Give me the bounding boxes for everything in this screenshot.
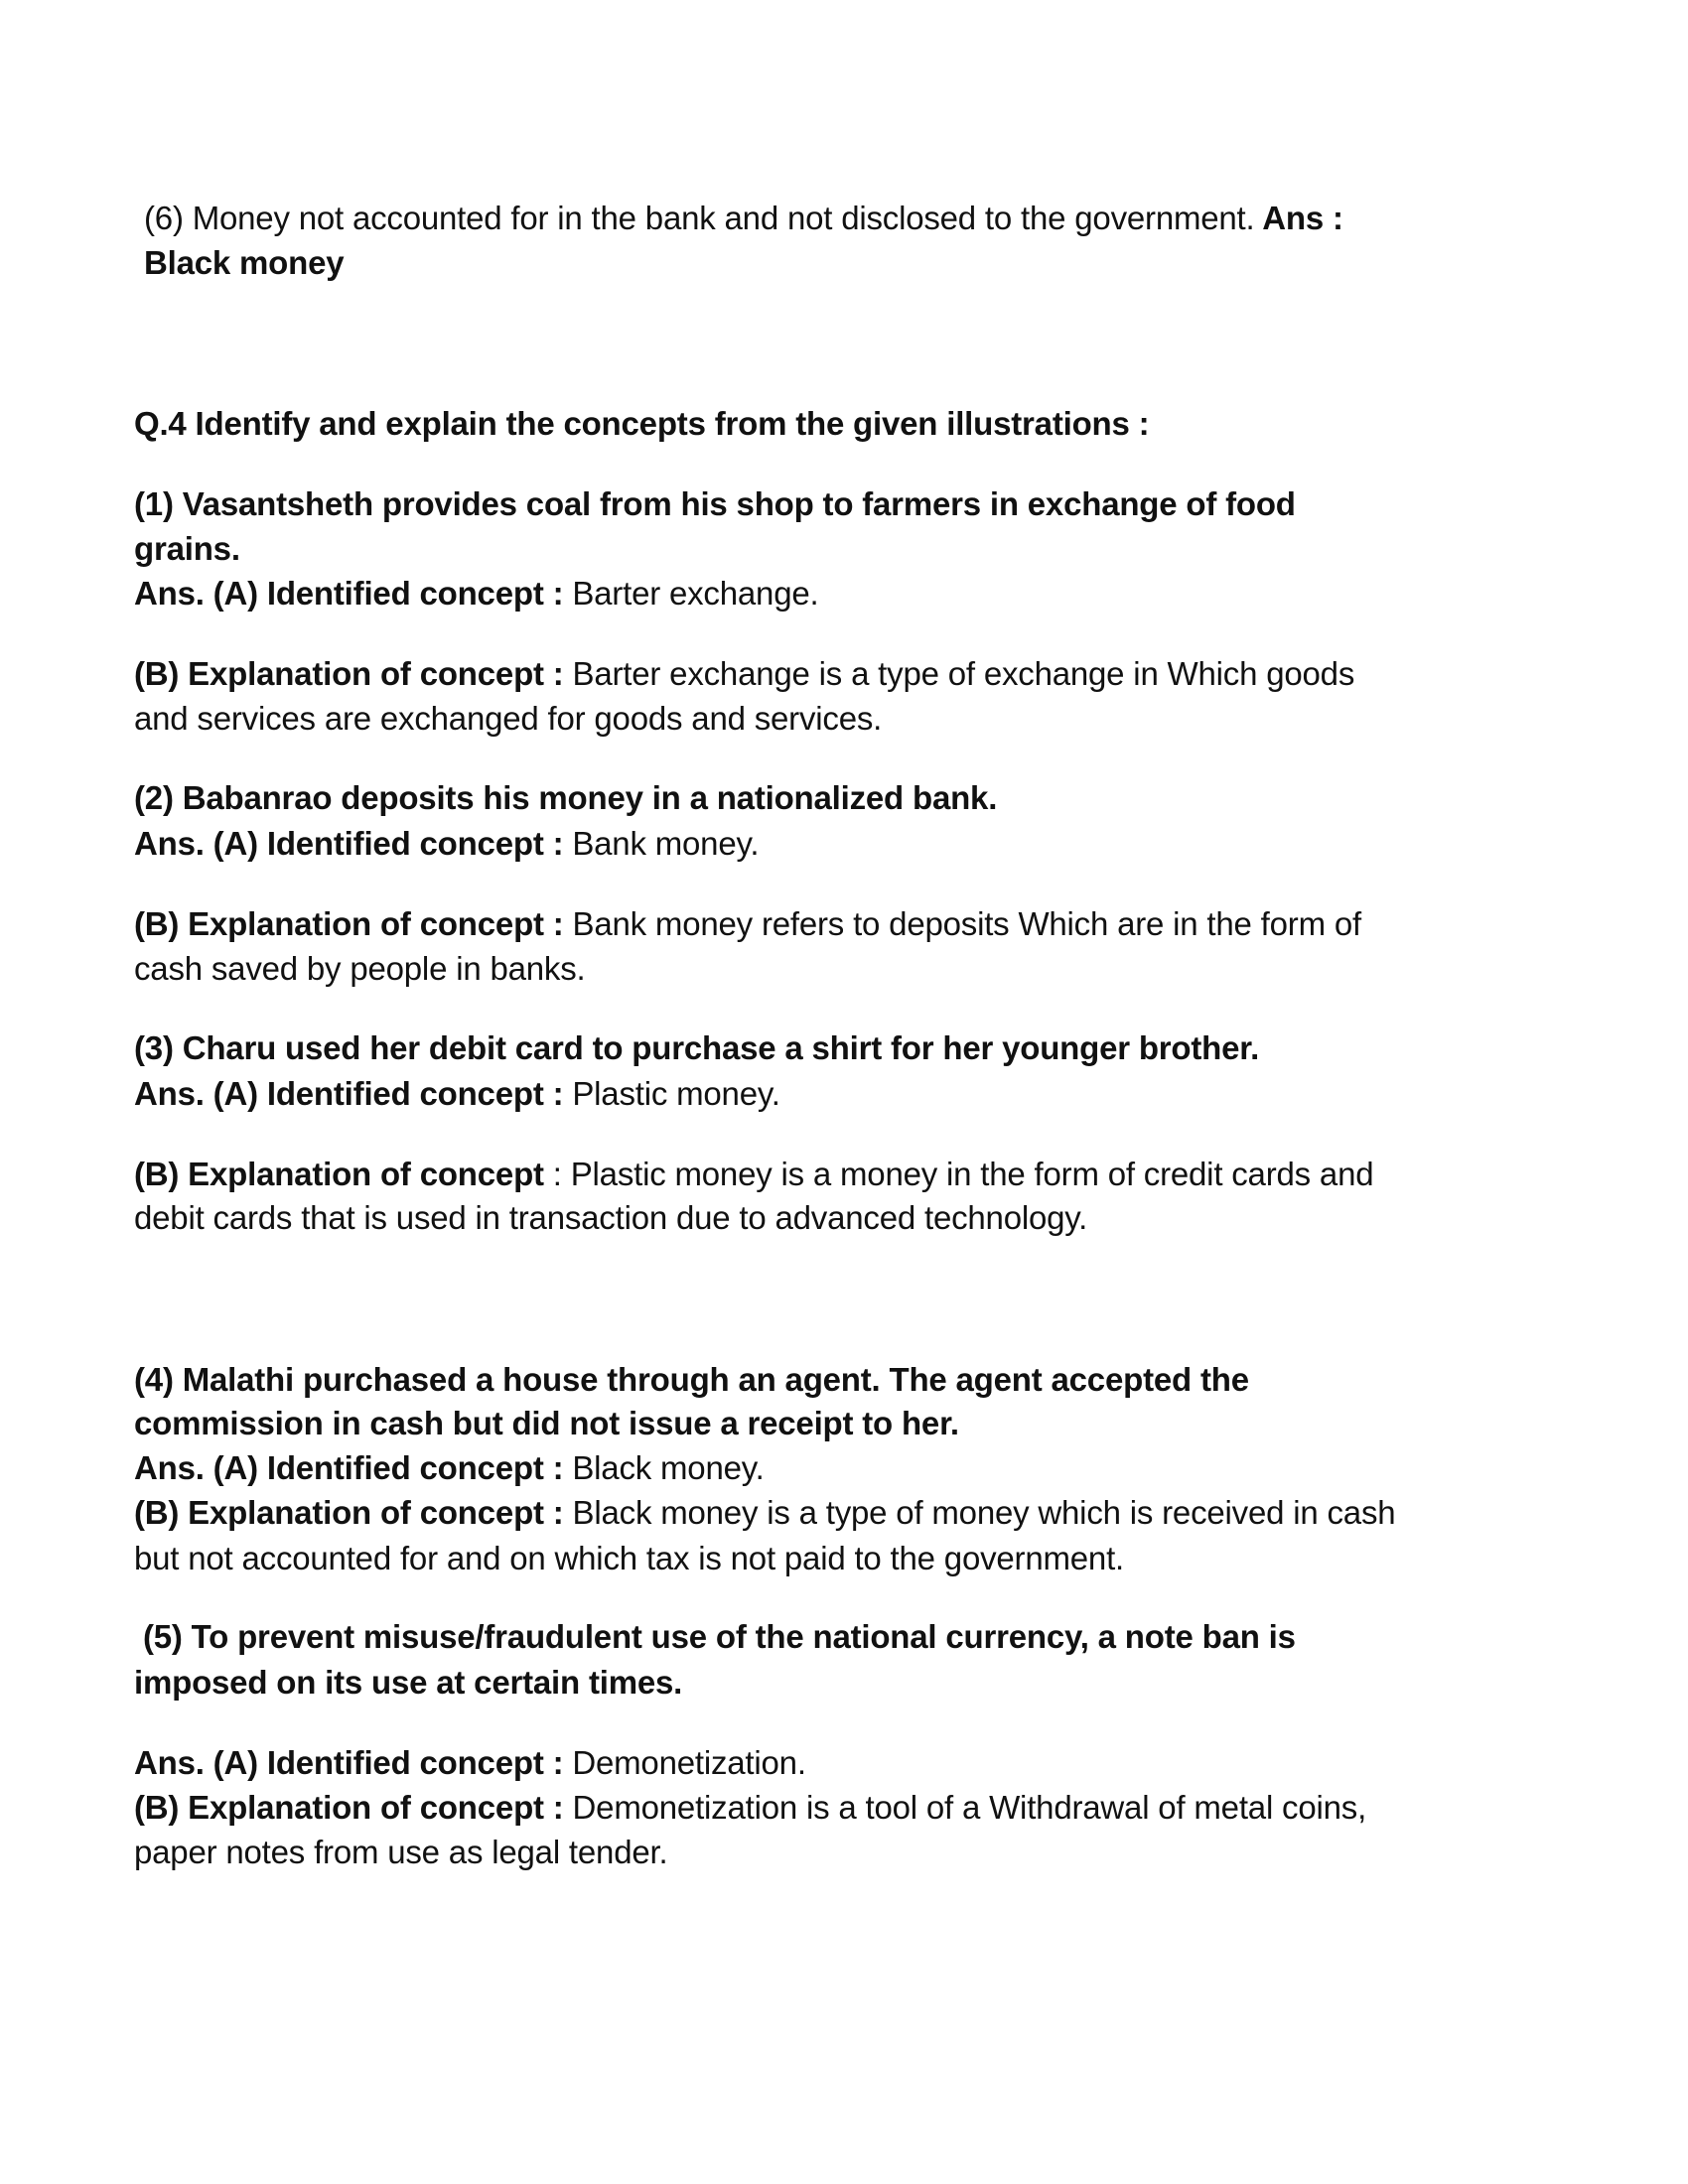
item-2-answer-a <box>134 821 759 866</box>
q4-heading: Q.4 Identify and explain the concepts from the given illustrations : <box>134 405 1150 442</box>
q6-question: (6) Money not accounted for in the bank and not disclosed to the government. <box>144 200 1255 236</box>
item-4-answer-b-line-2: but not accounted for and on which tax is not paid to the government. <box>134 1540 1125 1576</box>
item-3-answer-b-line-2: debit cards that is used in transaction due to advanced technology. <box>134 1199 1088 1236</box>
item-3-answer-a <box>134 1071 780 1116</box>
answer-a-value: Bank money. <box>563 825 760 862</box>
item-4-question-line-2: commission in cash but did not issue a receipt to her. <box>134 1405 959 1441</box>
item-1-question-line-2: grains. <box>134 530 240 567</box>
answer-b-label: (B) Explanation of concept : <box>134 905 564 942</box>
answer-a-value: Plastic money. <box>563 1075 780 1112</box>
item-5-question-line-1: (5) To prevent misuse/fraudulent use of the national currency, a note ban is <box>134 1618 1296 1655</box>
answer-a-value: Black money. <box>563 1449 765 1486</box>
item-1-answer-b <box>134 651 1354 696</box>
answer-b-label: (B) Explanation of concept : <box>134 1789 564 1826</box>
item-5-answer-a <box>134 1740 806 1785</box>
item-4-answer-a <box>134 1445 765 1490</box>
answer-a-value: Barter exchange. <box>563 575 819 612</box>
item-1-question-line-1: (1) Vasantsheth provides coal from his shop to farmers in exchange of food <box>134 485 1296 522</box>
answer-b-text: Barter exchange is a type of exchange in Which goods <box>563 655 1355 692</box>
item-3-question-line-1: (3) Charu used her debit card to purchase a shirt for her younger brother. <box>134 1029 1260 1066</box>
answer-b-text: Black money is a type of money which is received in cash <box>563 1494 1396 1531</box>
item-3-answer-b <box>134 1152 1373 1196</box>
answer-a-label: Ans. (A) Identified concept : <box>134 825 564 862</box>
answer-a-label: Ans. (A) Identified concept : <box>134 1449 564 1486</box>
item-4-question-line-1: (4) Malathi purchased a house through an agent. The agent accepted the <box>134 1361 1249 1398</box>
item-5-answer-b <box>134 1785 1366 1830</box>
answer-b-text: Demonetization is a tool of a Withdrawal of metal coins, <box>563 1789 1367 1826</box>
item-1-answer-a <box>134 571 818 615</box>
answer-b-label: (B) Explanation of concept : <box>134 1494 564 1531</box>
q6-answer-label: Ans : <box>1254 200 1343 236</box>
item-2-answer-b <box>134 901 1361 946</box>
q6-text-line <box>144 196 1343 240</box>
answer-b-label: (B) Explanation of concept : <box>134 655 564 692</box>
answer-a-label: Ans. (A) Identified concept : <box>134 1075 564 1112</box>
q6-answer-value: Black money <box>144 244 345 281</box>
item-2-answer-b-line-2: cash saved by people in banks. <box>134 950 586 987</box>
answer-b-text: : Plastic money is a money in the form of credit cards and <box>543 1156 1374 1192</box>
item-2-question-line-1: (2) Babanrao deposits his money in a nationalized bank. <box>134 779 998 816</box>
item-5-answer-b-line-2: paper notes from use as legal tender. <box>134 1834 668 1870</box>
answer-a-value: Demonetization. <box>563 1744 806 1781</box>
item-5-question-line-2: imposed on its use at certain times. <box>134 1664 683 1701</box>
item-4-answer-b <box>134 1490 1395 1535</box>
answer-b-label: (B) Explanation of concept <box>134 1156 544 1192</box>
answer-b-text: Bank money refers to deposits Which are in the form of <box>563 905 1361 942</box>
item-1-answer-b-line-2: and services are exchanged for goods and services. <box>134 700 883 737</box>
answer-a-label: Ans. (A) Identified concept : <box>134 1744 564 1781</box>
answer-a-label: Ans. (A) Identified concept : <box>134 575 564 612</box>
